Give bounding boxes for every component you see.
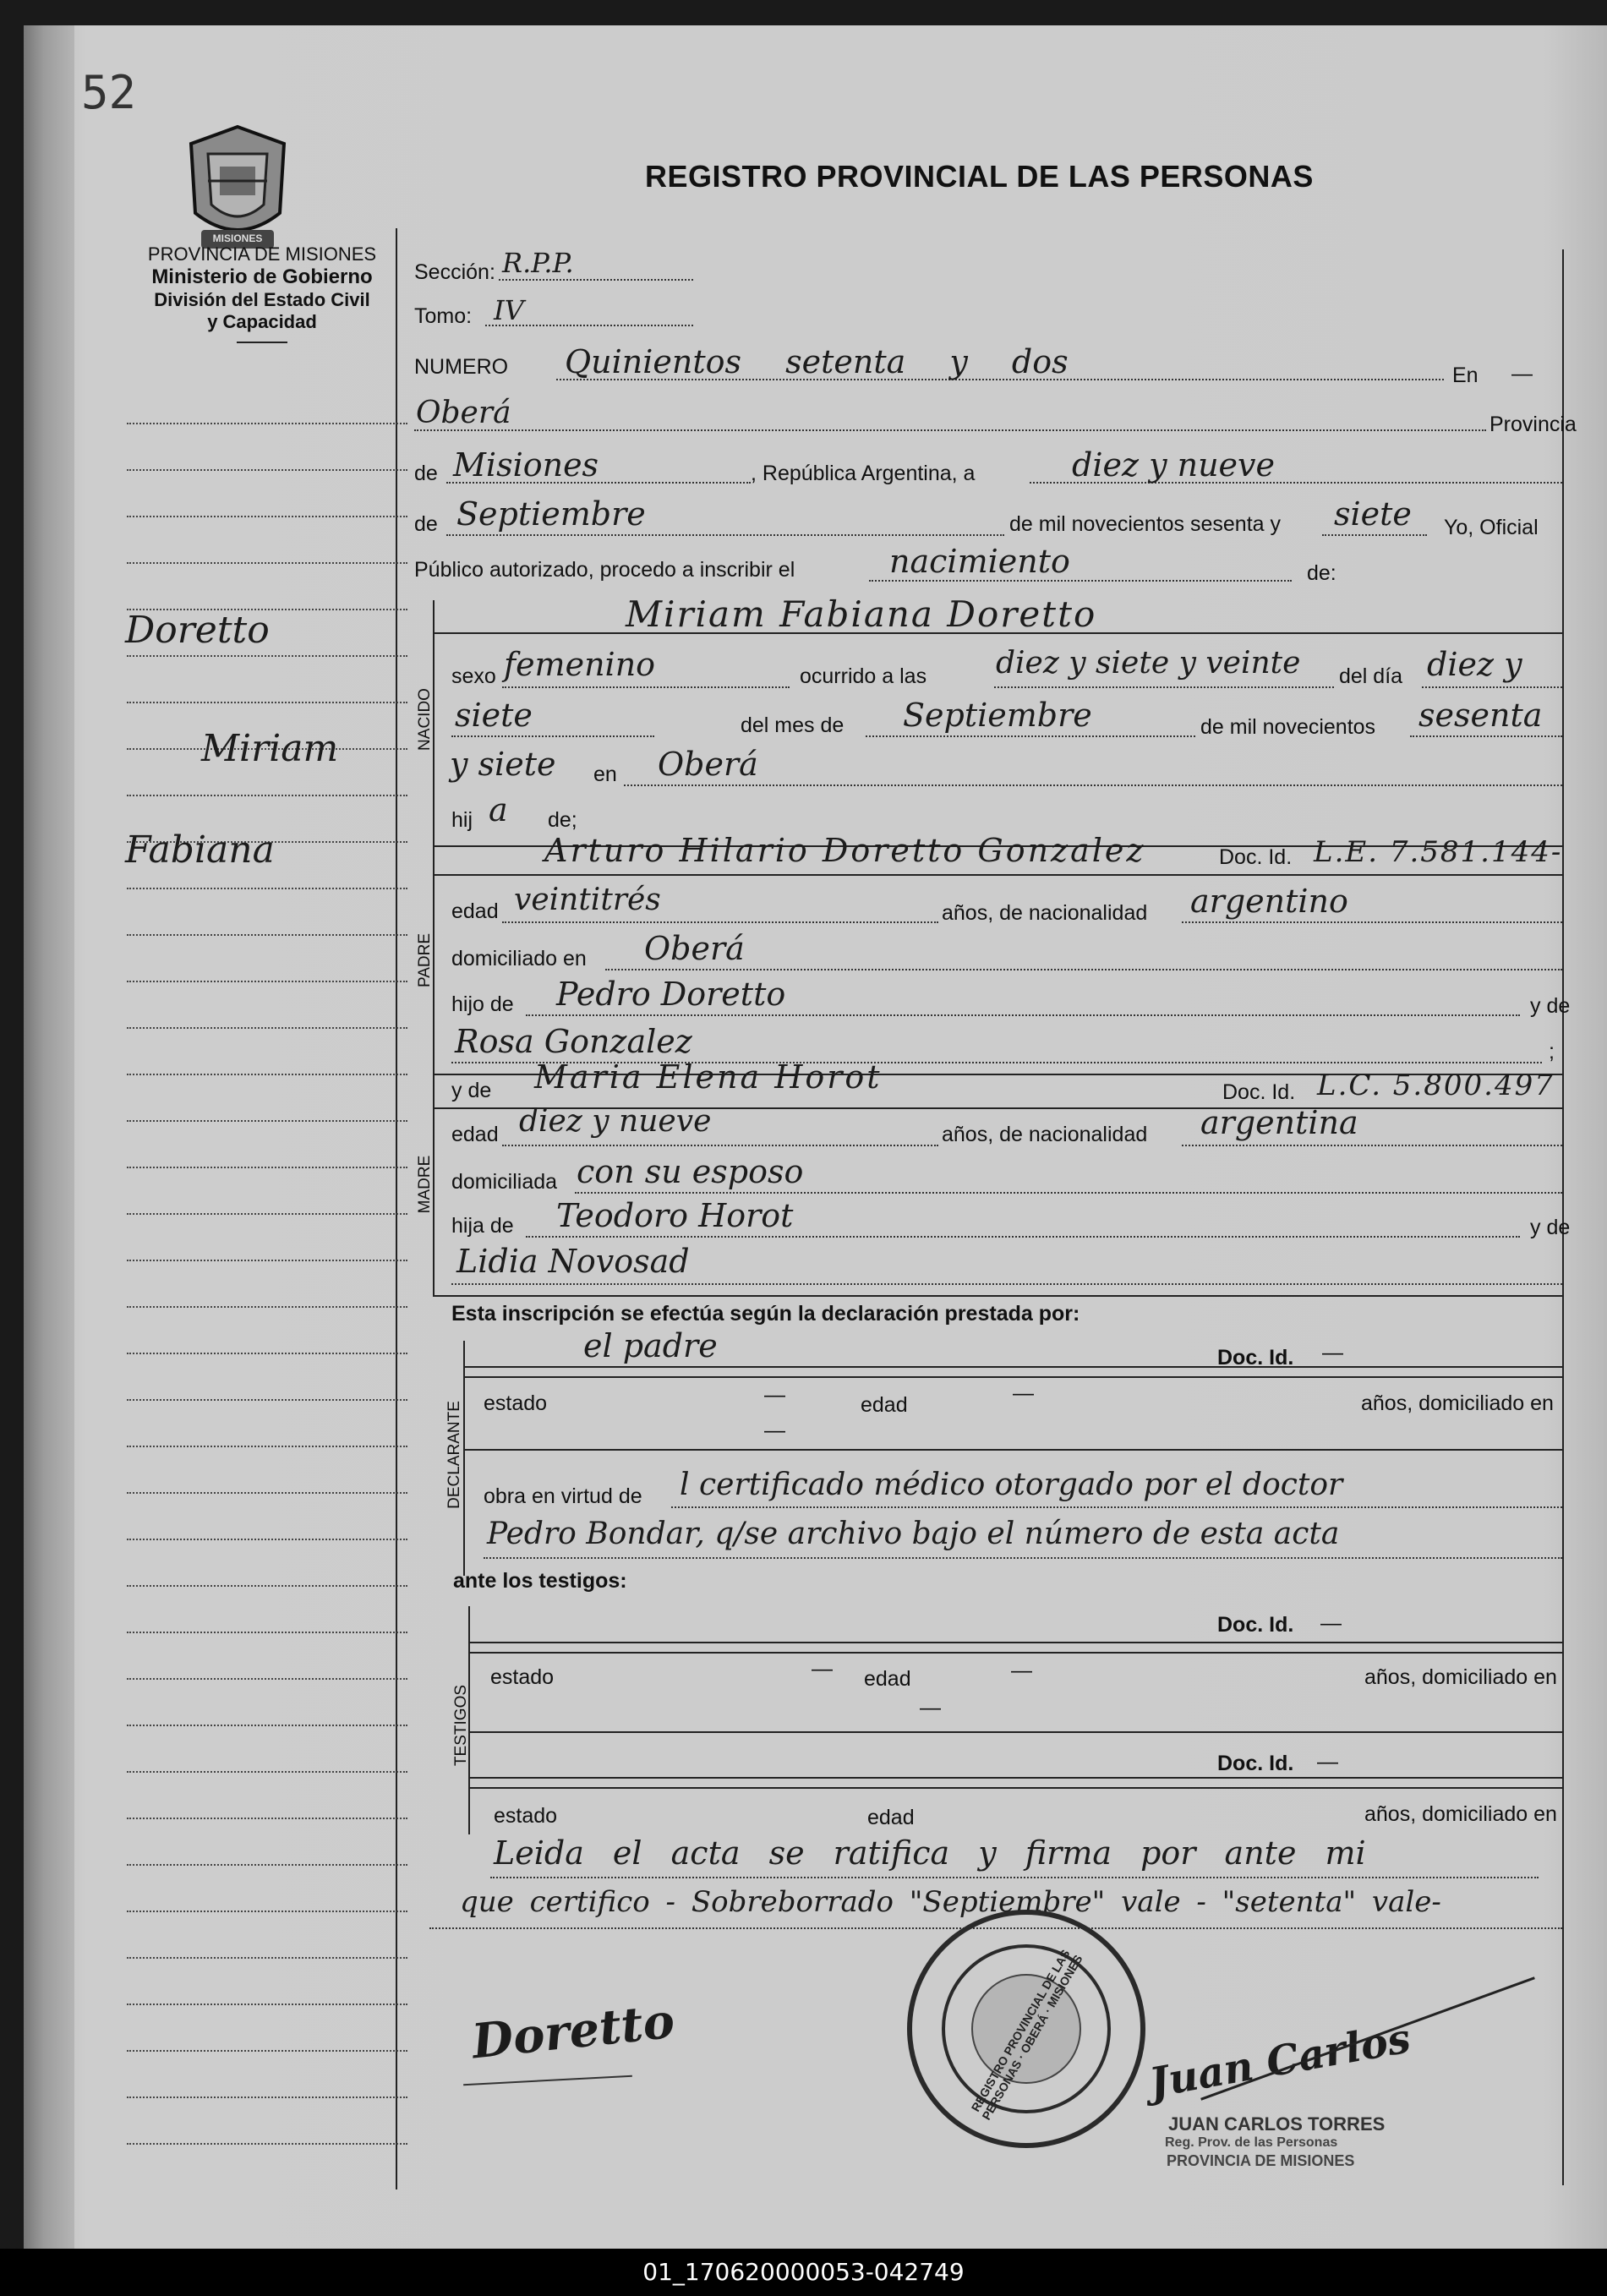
left-column-border [396, 228, 397, 2189]
testigo-1-edad-label: edad [864, 1667, 911, 1691]
cierre-line-b: que certifico - Sobreborrado "Septiembre" vale - "setenta" vale- [460, 1885, 1441, 1919]
margin-rule-line [127, 1678, 407, 1680]
issuer-line-4: y Capacidad [207, 311, 317, 332]
margin-rule-line [127, 562, 407, 564]
del-mes-label: del mes de [741, 713, 844, 737]
provincia-label: Provincia [1489, 413, 1577, 436]
padre-semicolon: ; [1549, 1040, 1555, 1063]
declarante-domicilio-label: años, domiciliado en [1361, 1391, 1554, 1415]
official-title: Reg. Prov. de las Personas [1165, 2135, 1338, 2150]
margin-rule-line [127, 423, 407, 424]
padre-nacionalidad-value: argentino [1190, 883, 1348, 920]
margin-rule-line [127, 1632, 407, 1633]
sexo-value: femenino [504, 646, 656, 683]
testigo-2-edad-label: edad [867, 1806, 915, 1829]
margin-rule-line [127, 2004, 407, 2005]
nacido-lugar-value: Oberá [658, 746, 758, 783]
margin-rule-line [127, 1446, 407, 1447]
madre-hija-label: hija de [451, 1214, 514, 1238]
issuer-line-1: PROVINCIA DE MISIONES [147, 243, 377, 265]
madre-nombre-value: Maria Elena Horot [534, 1058, 883, 1096]
madre-nacionalidad-value: argentina [1200, 1104, 1358, 1141]
image-id-footer: 01_170620000053-042749 [0, 2249, 1607, 2296]
official-signature-stroke [1200, 1976, 1535, 2100]
testigo-1-estado-value: — [812, 1657, 833, 1681]
oficial-label: Yo, Oficial [1444, 516, 1539, 539]
margin-rule-line [127, 888, 407, 889]
publico-label: Público autorizado, procedo a inscribir el [414, 558, 795, 582]
official-seal-icon [899, 1902, 1153, 2160]
dia-value-a: diez y [1427, 646, 1522, 683]
margin-rule-line [127, 1260, 407, 1261]
testigo-2-estado-label: estado [494, 1804, 558, 1828]
padre-doc-value: L.E. 7.581.144- [1314, 835, 1563, 869]
madre-doc-label: Doc. Id. [1222, 1080, 1296, 1104]
margin-rule-line [127, 1120, 407, 1122]
margin-rule-line [127, 1167, 407, 1168]
ocurrido-label: ocurrido a las [800, 664, 927, 688]
testigo-1-edad-value: — [1011, 1659, 1032, 1682]
padre-nombre-value: Arturo Hilario Doretto Gonzalez [544, 832, 1146, 869]
margin-rule-line [127, 1818, 407, 1819]
margin-rule-line [127, 981, 407, 982]
declarante-estado-label: estado [484, 1391, 548, 1415]
margin-rule-line [127, 2143, 407, 2145]
nacido-anio-value-b: y siete [450, 746, 556, 783]
obra-label: obra en virtud de [484, 1484, 642, 1508]
cierre-line-a: Leida el acta se ratifica y firma por ante mi [494, 1834, 1366, 1872]
margin-rule-line [127, 1074, 407, 1075]
margin-note-second-name: Fabiana [125, 828, 275, 872]
madre-y-de-label: y de [451, 1079, 492, 1102]
padre-y-de-label: y de [1530, 994, 1571, 1018]
margin-rule-line [127, 1306, 407, 1308]
document-page [24, 25, 1607, 2249]
madre-domicilio-value: con su esposo [577, 1153, 804, 1190]
padre-domicilio-value: Oberá [644, 930, 745, 967]
obra-value-a: l certificado médico otorgado por el doctor [680, 1468, 1343, 1502]
margin-rule-line [127, 1353, 407, 1354]
declarante-section-label: DECLARANTE [445, 1401, 463, 1509]
mes-value: Septiembre [456, 495, 646, 533]
official-province: PROVINCIA DE MISIONES [1167, 2152, 1355, 2169]
margin-rule-line [127, 1027, 407, 1029]
margin-rule-line [127, 469, 407, 471]
declarante-signature-underline [463, 2075, 632, 2086]
testigo-1-doc-value: — [1320, 1611, 1342, 1635]
page-number: 52 [81, 66, 137, 119]
margin-rule-line [127, 795, 407, 796]
declarante-edad-label: edad [861, 1393, 908, 1417]
declarante-signature: Doretto [469, 1993, 677, 2070]
crest-label: MISIONES [212, 232, 263, 244]
testigo-1-domicilio-value: — [920, 1696, 941, 1719]
anio-label: de mil novecientos sesenta y [1009, 512, 1282, 536]
en-label: En [1452, 364, 1479, 387]
testigos-intro: ante los testigos: [453, 1569, 627, 1593]
hij-label: hij [451, 808, 473, 832]
nacido-mes-value: Septiembre [903, 697, 1092, 734]
margin-rule-line [127, 655, 407, 657]
madre-edad-label: edad [451, 1123, 499, 1146]
nacido-en-label: en [593, 763, 617, 786]
issuer-line-2: Ministerio de Gobierno [151, 265, 373, 288]
testigo-2-doc-label: Doc. Id. [1217, 1752, 1294, 1775]
republica-label: , República Argentina, a [751, 462, 976, 485]
issuer-line-3: División del Estado Civil [154, 289, 370, 310]
numero-label: NUMERO [414, 355, 509, 379]
declarante-estado-value: — [764, 1383, 785, 1407]
padre-hijo-madre-value: Rosa Gonzalez [455, 1023, 692, 1060]
margin-note-first-name: Miriam [201, 727, 339, 770]
padre-section-label: PADRE [416, 932, 434, 988]
anio-value: siete [1334, 495, 1412, 533]
madre-nacionalidad-label: años, de nacionalidad [942, 1123, 1148, 1146]
declarante-doc-value: — [1322, 1341, 1343, 1364]
testigos-section-label: TESTIGOS [452, 1684, 470, 1767]
margin-rule-line [127, 1725, 407, 1726]
margin-rule-line [127, 1539, 407, 1540]
nacido-section-label: NACIDO [416, 688, 434, 751]
official-signature: Juan Carlos [1145, 2014, 1414, 2107]
nacido-anio-value-a: sesenta [1418, 697, 1543, 734]
margin-rule-line [127, 2096, 407, 2098]
madre-section-label: MADRE [416, 1155, 434, 1214]
margin-rule-line [127, 1957, 407, 1959]
testigo-1-domicilio-label: años, domiciliado en [1364, 1665, 1557, 1689]
issuer-block [101, 243, 423, 343]
margin-rule-line [127, 1864, 407, 1866]
madre-y-de-label-2: y de [1530, 1216, 1571, 1239]
hora-value: diez y siete y veinte [996, 646, 1301, 681]
padre-hijo-padre-value: Pedro Doretto [556, 976, 786, 1013]
tomo-value: IV [494, 294, 524, 326]
margin-rule-line [127, 934, 407, 936]
nacido-nombre-value: Miriam Fabiana Doretto [626, 593, 1097, 635]
madre-hija-madre-value: Lidia Novosad [456, 1243, 690, 1280]
margin-rule-line [127, 1492, 407, 1494]
novecientos-label: de mil novecientos [1200, 715, 1376, 739]
tomo-label: Tomo: [414, 304, 473, 328]
madre-hija-padre-value: Teodoro Horot [556, 1197, 794, 1234]
provincia-value: Misiones [453, 446, 599, 484]
official-seal-text: REGISTRO PROVINCIAL DE LAS PERSONAS · OBERÁ · MISIONES [968, 1947, 1085, 2123]
padre-hijo-label: hijo de [451, 992, 514, 1016]
testigo-1-estado-label: estado [490, 1665, 555, 1689]
declarante-doc-label: Doc. Id. [1217, 1346, 1294, 1369]
margin-rule-line [127, 2050, 407, 2052]
hij-de-label: de; [548, 808, 577, 832]
declarante-domicilio-value: — [764, 1419, 785, 1442]
declarante-value: el padre [583, 1327, 718, 1364]
declarante-edad-value: — [1013, 1381, 1034, 1405]
dia-value-b: siete [455, 697, 533, 734]
del-dia-label: del día [1339, 664, 1403, 688]
testigo-1-doc-label: Doc. Id. [1217, 1613, 1294, 1637]
obra-value-b: Pedro Bondar, q/se archivo bajo el número de esta acta [487, 1517, 1340, 1551]
margin-note-surname: Doretto [125, 609, 270, 652]
margin-rule-line [127, 1213, 407, 1215]
padre-edad-label: edad [451, 899, 499, 923]
testigo-2-domicilio-label: años, domiciliado en [1364, 1802, 1557, 1826]
acto-value: nacimiento [889, 543, 1070, 580]
document-title: REGISTRO PROVINCIAL DE LAS PERSONAS [645, 159, 1314, 194]
madre-domicilio-label: domiciliada [451, 1170, 558, 1194]
testigo-2-doc-value: — [1317, 1750, 1338, 1774]
seccion-value: R.P.P. [502, 247, 574, 279]
en-dash: — [1511, 362, 1533, 385]
de-label: de [414, 462, 438, 485]
sexo-label: sexo [451, 664, 496, 688]
padre-domicilio-label: domiciliado en [451, 947, 587, 970]
margin-rule-line [127, 1911, 407, 1912]
declaracion-intro: Esta inscripción se efectúa según la declaración prestada por: [451, 1302, 1080, 1326]
hij-value: a [489, 791, 508, 828]
de-mes-label: de [414, 512, 438, 536]
padre-edad-value: veintitrés [514, 883, 661, 917]
madre-doc-value: L.C. 5.800.497 [1317, 1069, 1555, 1102]
dia-value: diez y nueve [1072, 446, 1276, 484]
margin-rule-line [127, 516, 407, 517]
margin-rule-line [127, 1399, 407, 1401]
margin-rule-line [127, 1585, 407, 1587]
seccion-label: Sección: [414, 260, 495, 284]
numero-value: Quinientos setenta y dos [565, 343, 1069, 380]
padre-nacionalidad-label: años, de nacionalidad [942, 901, 1148, 925]
book-binding [24, 25, 74, 2249]
lugar-value: Oberá [416, 396, 511, 430]
official-name: JUAN CARLOS TORRES [1168, 2113, 1386, 2135]
margin-rule-line [127, 1771, 407, 1773]
margin-rule-line [127, 702, 407, 703]
madre-edad-value: diez y nueve [519, 1104, 712, 1139]
de2-label: de: [1307, 561, 1336, 585]
padre-doc-label: Doc. Id. [1219, 845, 1293, 869]
